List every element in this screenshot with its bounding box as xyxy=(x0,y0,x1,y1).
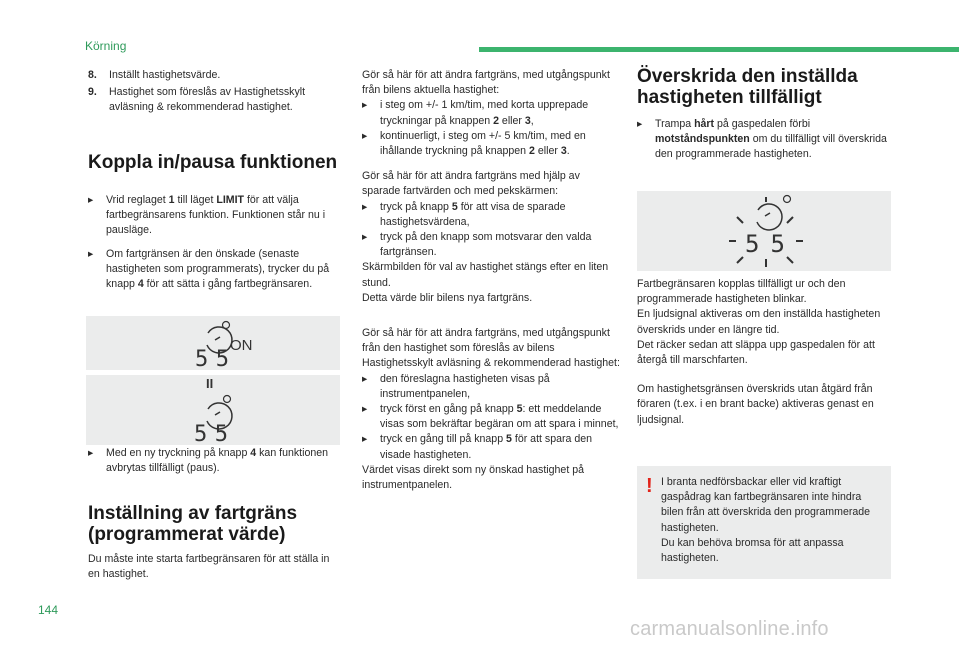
arrow-bullet-icon: ▸ xyxy=(362,372,368,385)
arrow-bullet-icon: ▸ xyxy=(362,433,368,446)
bullet-item: ▸ Trampa hårt på gaspedalen förbi motståndspunkten om du tillfälligt vill överskrida den programmerade hastigheten. xyxy=(637,118,887,161)
bullet-item: ▸ Om fartgränsen är den önskade (senaste hastigheten som programmerats), trycker du på knapp 4 för att sätta i gång fartbegränsaren. xyxy=(88,247,330,291)
list-item-8: 8. Inställt hastighetsvärde. xyxy=(88,69,221,81)
heading-overskrida: Överskrida den inställda hastigheten tillfälligt xyxy=(637,66,858,108)
arrow-bullet-icon: ▸ xyxy=(362,129,368,142)
arrow-bullet-icon: ▸ xyxy=(88,247,94,260)
column-1-body xyxy=(88,193,336,292)
display-panel-blinking xyxy=(637,191,891,271)
display-on-label: ON xyxy=(230,337,253,354)
bullet-item: ▸ den föreslagna hastigheten visas på instrumentpanelen, xyxy=(362,372,550,400)
arrow-bullet-icon: ▸ xyxy=(362,231,368,244)
list-item-9: 9. Hastighet som föreslås av Hastighetsskylt avläsning & rekommenderad hastighet. xyxy=(88,86,306,114)
display-value-pause: 55 xyxy=(194,422,228,445)
bullet-item: ▸ tryck en gång till på knapp 5 för att spara den visade hastigheten. xyxy=(362,433,593,461)
column-1-lower xyxy=(88,446,336,476)
warning-note: ! I branta nedförsbackar eller vid kraftigt gaspådrag kan fartbegränsaren inte hindra bilen från att överskrida den programmerade hastigheten. Du kan behöva bromsa för att anpassa hastigheten. xyxy=(637,466,891,579)
arrow-bullet-icon: ▸ xyxy=(362,200,368,213)
section-label: Körning xyxy=(85,39,127,53)
display-panel-on xyxy=(86,316,340,370)
bullet-item: ▸ tryck på den knapp som motsvarar den valda fartgränsen. xyxy=(362,231,592,259)
column-3-lower: Fartbegränsaren kopplas tillfälligt ur och den programmerade hastigheten blinkar. En ljudsignal aktiveras om den inställda hastigheten överskrids under en längre tid. Det räcker sedan att släppa upp gaspedalen för att återgå till marschfarten. Om hastighetsgränsen överskrids utan åtgärd från föraren (t.ex. i en brant backe) aktiveras genast en ljudsignal. xyxy=(637,278,881,426)
arrow-bullet-icon: ▸ xyxy=(88,447,94,459)
display-value-on: 55 xyxy=(195,347,229,370)
paragraph-installning: Du måste inte starta fartbegränsaren för att ställa in en hastighet. xyxy=(88,553,330,581)
bullet-item: ▸ Med en ny tryckning på knapp 4 kan funktionen avbrytas tillfälligt (paus). xyxy=(88,447,329,475)
heading-koppla: Koppla in/pausa funktionen xyxy=(88,152,338,173)
arrow-bullet-icon: ▸ xyxy=(637,118,643,130)
column-3 xyxy=(637,117,887,163)
bullet-item: ▸ kontinuerligt, i steg om +/- 5 km/tim, med en ihållande tryckning på knappen 2 eller 3. xyxy=(362,129,586,158)
arrow-bullet-icon: ▸ xyxy=(362,403,368,416)
display-panel-pause xyxy=(86,375,340,445)
bullet-item: ▸ tryck på knapp 5 för att visa de sparade hastighetsvärdena, xyxy=(362,200,566,228)
watermark: carmanualsonline.info xyxy=(630,618,829,640)
arrow-bullet-icon: ▸ xyxy=(362,99,368,112)
speedometer-icon xyxy=(86,375,340,445)
column-1 xyxy=(88,68,340,116)
display-value-blinking: 55 xyxy=(745,230,785,258)
bullet-item: ▸ Vrid reglaget 1 till läget LIMIT för att välja fartbegränsarens funktion. Funktionen står nu i pausläge. xyxy=(88,194,326,237)
speedometer-icon xyxy=(637,191,891,271)
page-number: 144 xyxy=(38,603,59,617)
bullet-item: ▸ tryck först en gång på knapp 5: ett meddelande visas som bekräftar begäran om att spara i minnet, xyxy=(362,403,619,431)
bullet-item: ▸ i steg om +/- 1 km/tim, med korta upprepade tryckningar på knappen 2 eller 3, xyxy=(362,99,589,127)
exclamation-icon: ! xyxy=(646,475,653,497)
section-accent-bar xyxy=(479,47,959,52)
pause-symbol: II xyxy=(206,376,214,391)
column-2: Gör så här för att ändra fartgräns, med utgångspunkt från bilens aktuella hastighet: ▸ i steg om +/- 1 km/tim, med korta upprepade tryckningar på knappen 2 eller 3, ▸ kontinuerligt, i steg om +/- 5 km/tim, med en ihållande tryckning på knappen 2 eller 3. Gör så här för att ändra fartgräns med hjälp av sparade fartvärden och med pekskärmen: ▸ tryck på knapp 5 för att visa de sparade hastighetsvärdena, ▸ tryck på den knapp som motsvarar den valda fartgränsen. Skärmbilden för val av hastighet stängs efter en liten stund. Detta värde blir bilens nya fartgräns. Gör så här för att ändra fartgräns, med utgångspunkt från den hastighet som föreslås av bilens Hastighetsskylt avläsning & rekommenderad hastighet: ▸ den föreslagna hastigheten visas på instrumentpanelen, ▸ tryck först en gång på knapp 5: ett meddelande visas som bekräftar begäran om att spara i minnet, ▸ tryck en gång till på knapp 5 för att spara den visade hastigheten. Värdet visas direkt som ny önskad hastighet på instrumentpanelen. xyxy=(362,69,620,492)
arrow-bullet-icon: ▸ xyxy=(88,194,94,206)
speedometer-icon xyxy=(86,316,340,370)
heading-installning: Inställning av fartgräns (programmerat värde) xyxy=(88,503,298,545)
